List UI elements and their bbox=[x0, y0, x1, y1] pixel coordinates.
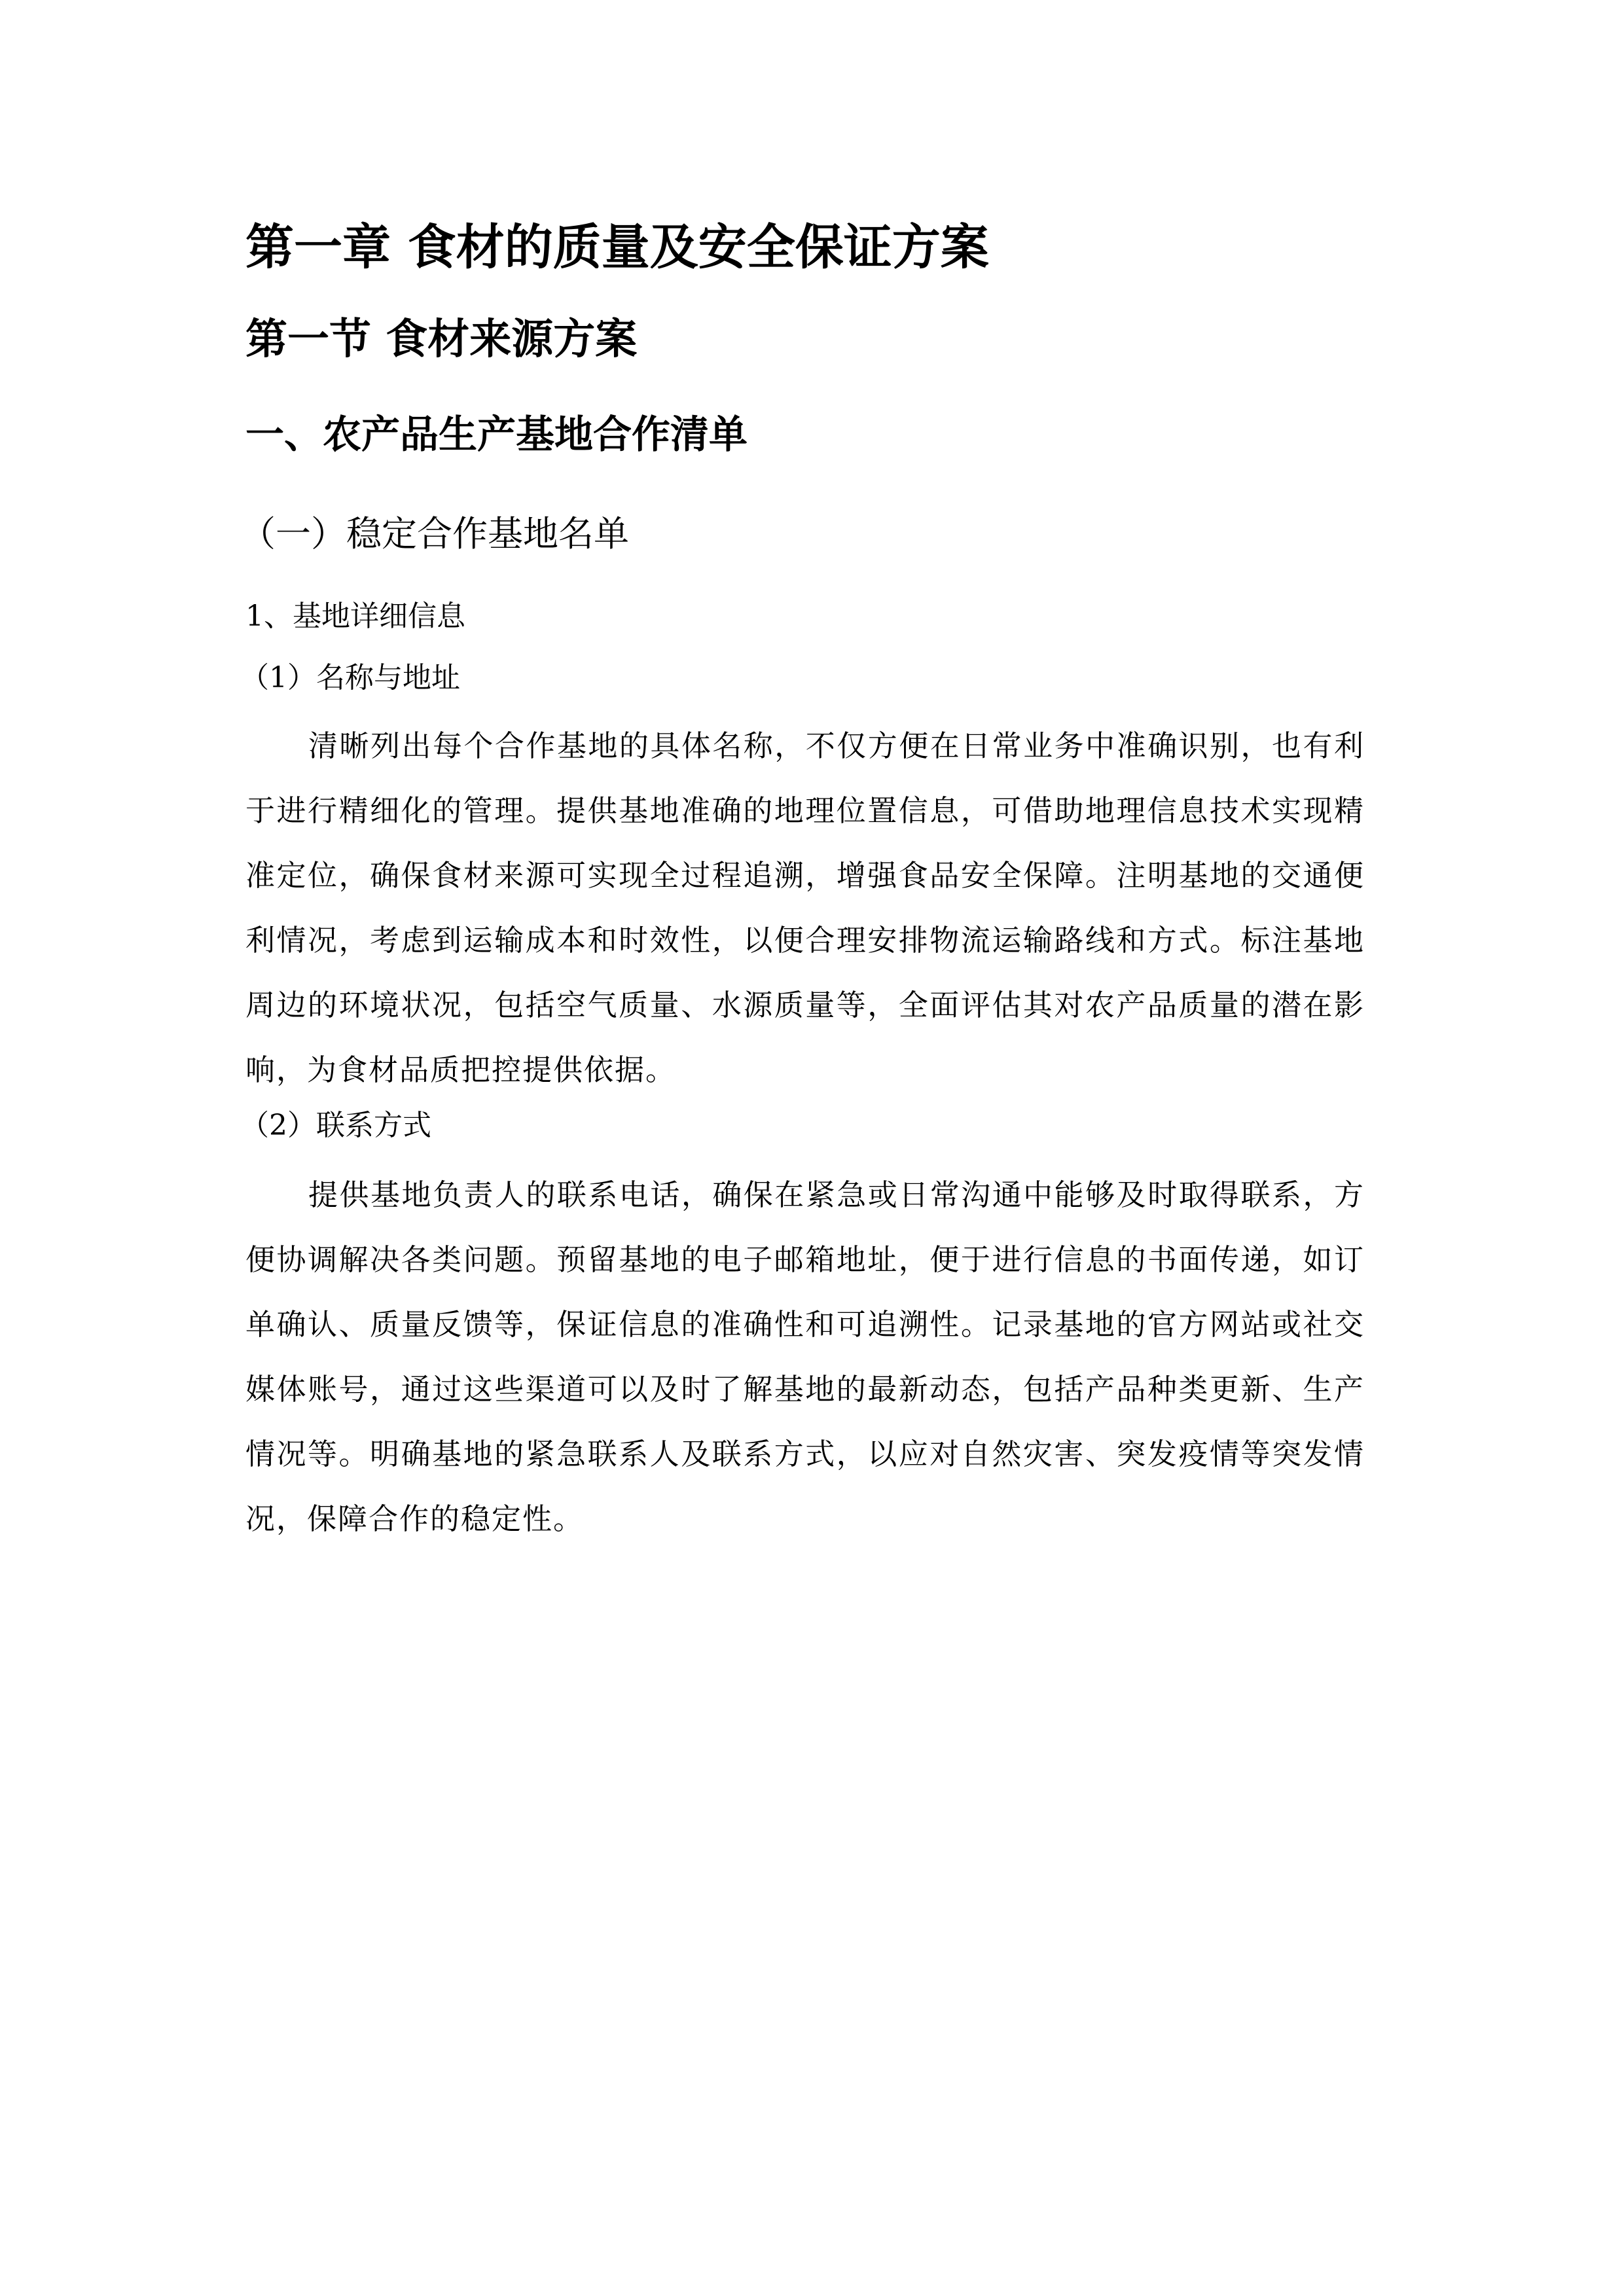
subsection-title: 一、农产品生产基地合作清单 bbox=[245, 412, 748, 457]
chapter-title: 第一章 食材的质量及安全保证方案 bbox=[245, 219, 989, 276]
sub-heading-name-address: （1）名称与地址 bbox=[240, 661, 460, 694]
group-title: （一）稳定合作基地名单 bbox=[240, 513, 629, 554]
sub-heading-contact: （2）联系方式 bbox=[240, 1109, 431, 1142]
paragraph-contact: 提供基地负责人的联系电话，确保在紧急或日常沟通中能够及时取得联系，方便协调解决各类问题。预留基地的电子邮箱地址，便于进行信息的书面传递，如订单确认、质量反馈等，保证信息的准确性和可追溯性。记录基地的官方网站或社交媒体账号，通过这些渠道可以及时了解基地的最新动态，包括产品种类更新、生产情况等。明确基地的紧急联系人及联系方式，以应对自然灾害、突发疫情等突发情况，保障合作的稳定性。 bbox=[245, 1177, 1365, 1536]
item-heading: 1、基地详细信息 bbox=[245, 600, 465, 633]
paragraph-name-address: 清晰列出每个合作基地的具体名称，不仅方便在日常业务中准确识别，也有利于进行精细化的管理。提供基地准确的地理位置信息，可借助地理信息技术实现精准定位，确保食材来源可实现全过程追溯，增强食品安全保障。注明基地的交通便利情况，考虑到运输成本和时效性，以便合理安排物流运输路线和方式。标注基地周边的环境状况，包括空气质量、水源质量等，全面评估其对农产品质量的潜在影响，为食材品质把控提供依据。 bbox=[245, 728, 1365, 1087]
section-title: 第一节 食材来源方案 bbox=[245, 315, 638, 364]
